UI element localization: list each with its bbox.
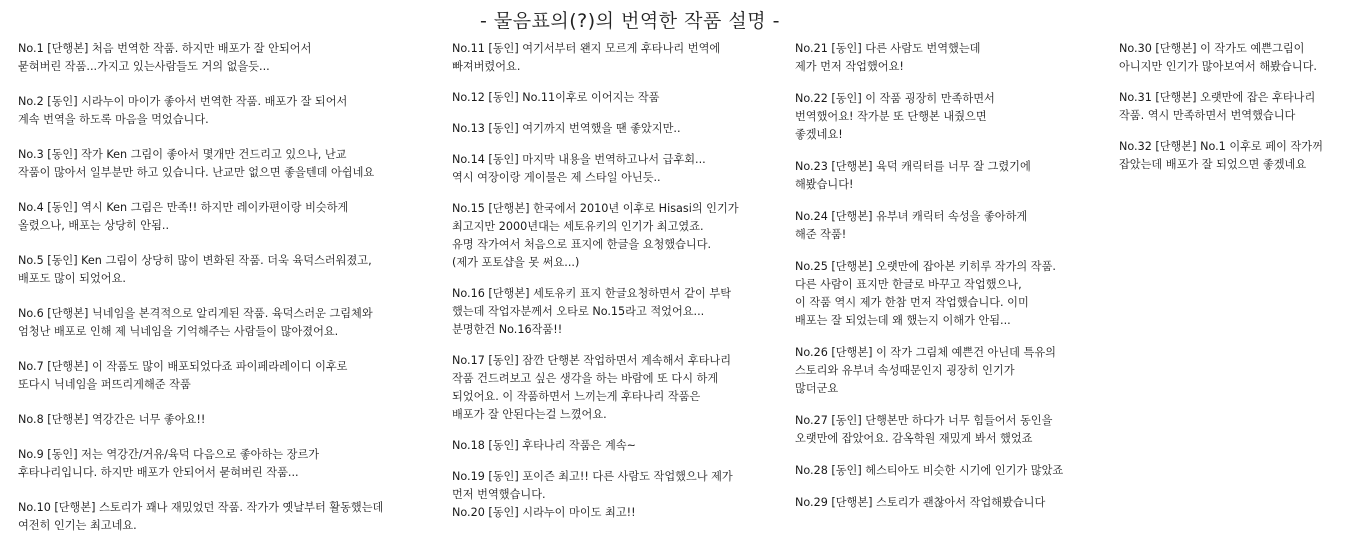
entry-25: No.25 [단행본] 오랫만에 잡아본 키히루 작가의 작품. 다른 사람이 표지만 한글로 바꾸고 작업했으나, 이 작품 역시 제가 한참 먼저 작업했습니다. 이미 배포는 잘 되었는데 왜 했는지 이해가 안됨... — [795, 260, 1056, 327]
entry-15: No.15 [단행본] 한국에서 2010년 이후로 Hisasi의 인기가 최고지만 2000년대는 세토유키의 인기가 최고였죠. 유명 작가여서 처음으로 표지에 한글을 요청했습니다. (제가 포토샵을 못 써요...) — [452, 202, 739, 269]
entry-32: No.32 [단행본] No.1 이후로 페이 작가꺼 잡았는데 배포가 잘 되었으면 좋겠네요 — [1119, 140, 1323, 171]
entry-18: No.18 [동인] 후타나리 작품은 계속~ — [452, 439, 637, 452]
entry-20: No.20 [동인] 시라누이 마이도 최고!! — [452, 506, 636, 519]
entry-12: No.12 [동인] No.11이후로 이어지는 작품 — [452, 91, 660, 104]
entry-30: No.30 [단행본] 이 작가도 예쁜그림이 아니지만 인기가 많아보여서 해봤습니다. — [1119, 42, 1317, 73]
entry-16: No.16 [단행본] 세토유키 표지 한글요청하면서 같이 부탁 했는데 작업자분께서 오타로 No.15라고 적었어요... 분명한건 No.16작품!! — [452, 287, 732, 336]
entry-9: No.9 [동인] 저는 역강간/거유/육덕 다음으로 좋아하는 장르가 후타나리입니다. 하지만 배포가 안되어서 묻혀버린 작품... — [18, 448, 320, 479]
column-3 — [795, 40, 1115, 526]
entry-3: No.3 [동인] 작가 Ken 그림이 좋아서 몇개만 건드리고 있으나, 난교 작품이 많아서 일부분만 하고 있습니다. 난교만 없으면 좋을텐데 아쉽네요 — [18, 148, 375, 179]
entry-1: No.1 [단행본] 처음 번역한 작품. 하지만 배포가 잘 안되어서 묻혀버린 작품...가지고 있는사람들도 거의 없을듯... — [18, 42, 312, 73]
entry-5: No.5 [동인] Ken 그림이 상당히 많이 변화된 작품. 더욱 육덕스러워졌고, 배포도 많이 되었어요. — [18, 254, 372, 285]
entry-29: No.29 [단행본] 스토리가 괜찮아서 작업해봤습니다 — [795, 496, 1046, 509]
entry-24: No.24 [단행본] 유부녀 캐릭터 속성을 좋아하게 해준 작품! — [795, 210, 1028, 241]
entry-31: No.31 [단행본] 오랫만에 잡은 후타나리 작품. 역시 만족하면서 번역했습니다 — [1119, 91, 1316, 122]
page-title: - 물음표의(?)의 번역한 작품 설명 - — [479, 10, 781, 32]
entry-4: No.4 [동인] 역시 Ken 그림은 만족!! 하지만 레이카편이랑 비슷하게 올렸으나, 배포는 상당히 안됨.. — [18, 201, 349, 232]
entry-21: No.21 [동인] 다른 사람도 번역했는데 제가 먼저 작업했어요! — [795, 42, 981, 73]
entry-28: No.28 [동인] 헤스티아도 비슷한 시기에 인기가 많았죠 — [795, 464, 1064, 477]
entry-19: No.19 [동인] 포이즌 최고!! 다른 사람도 작업했으나 제가 먼저 번역했습니다. — [452, 470, 733, 501]
column-2 — [452, 40, 782, 535]
entry-14: No.14 [동인] 마지막 내용을 번역하고나서 급후회... 역시 여장이랑 게이물은 제 스타일 아닌듯.. — [452, 153, 706, 184]
entry-26: No.26 [단행본] 이 작가 그림체 예쁜건 아닌데 특유의 스토리와 유부녀 속성때문인지 굉장히 인기가 많더군요 — [795, 346, 1056, 395]
entry-23: No.23 [단행본] 육덕 캐릭터를 너무 잘 그렸기에 해봤습니다! — [795, 160, 1031, 191]
entry-13: No.13 [동인] 여기까지 번역했을 땐 좋았지만.. — [452, 122, 681, 135]
entry-11: No.11 [동인] 여기서부터 왠지 모르게 후타나리 번역에 빠져버렸어요. — [452, 42, 721, 73]
entry-2: No.2 [동인] 시라누이 마이가 좋아서 번역한 작품. 배포가 잘 되어서 계속 번역을 하도록 마음을 먹었습니다. — [18, 95, 348, 126]
entry-7: No.7 [단행본] 이 작품도 많이 배포되었다죠 파이페라레이디 이후로 또다시 닉네임을 퍼뜨리게해준 작품 — [18, 360, 348, 391]
entry-22: No.22 [동인] 이 작품 굉장히 만족하면서 번역했어요! 작가분 또 단행본 내줬으면 좋겠네요! — [795, 92, 995, 141]
entry-6: No.6 [단행본] 닉네임을 본격적으로 알리게된 작품. 육덕스러운 그림체와 엄청난 배포로 인해 제 닉네임을 기억해주는 사람들이 많아졌어요. — [18, 307, 373, 338]
entry-27: No.27 [동인] 단행본만 하다가 너무 힘들어서 동인을 오랫만에 잡았어요. 감옥학원 재밌게 봐서 했었죠 — [795, 414, 1053, 445]
entry-17: No.17 [동인] 잠깐 단행본 작업하면서 계속해서 후타나리 작품 건드려보고 싶은 생각을 하는 바람에 또 다시 하게 되었어요. 이 작품하면서 느끼는게 후타나리 작품은 배포가 잘 안된다는걸 느꼈어요. — [452, 354, 732, 421]
column-4 — [1119, 40, 1369, 187]
entry-10: No.10 [단행본] 스토리가 꽤나 재밌었던 작품. 작가가 옛날부터 활동했는데 여전히 인기는 최고네요. — [18, 501, 384, 532]
entry-8: No.8 [단행본] 역강간은 너무 좋아요!! — [18, 413, 206, 426]
column-1 — [18, 40, 448, 552]
